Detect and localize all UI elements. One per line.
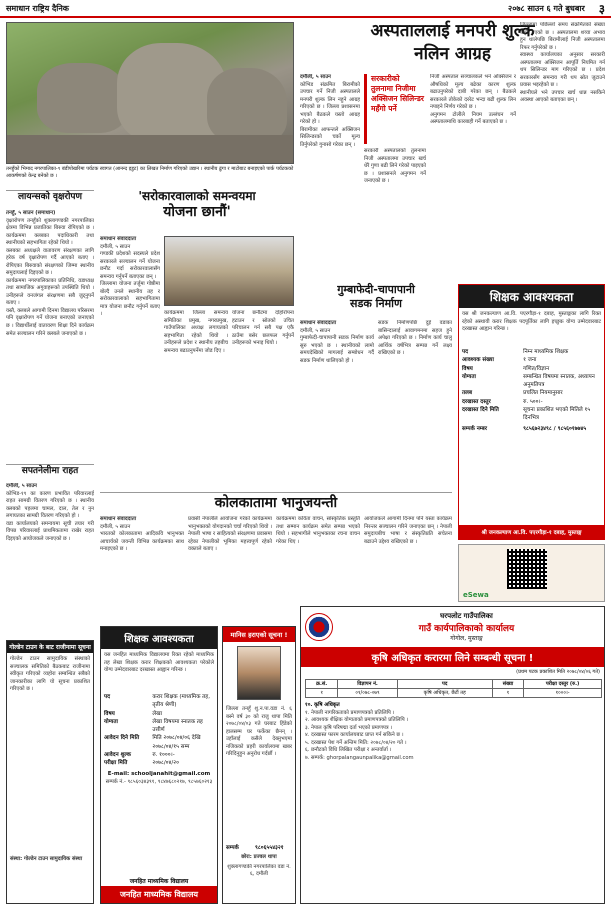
coordination-col1: समाधान संवाददाता दमौली, ५ साउन गण्डकी प्रदेशको सदस्यले प्रदेश सरकारले सञ्चालन गर्ने योजना छनौट गर्दा सरोकारवालासँग समन्वय गर्नुपर्ने बताएका छन् । जिल्लामा योजना तर्जुमा गोष्ठीमा बोल्दै उनले स्थानीय तह र सरोकारवालाको सहभागितामा मात्र योजना छनौट गर्नुपर्ने बताए । <box>100 236 160 318</box>
kolkata-col4: आयोजकले आगामी दिनमा पनि यस्ता कार्यक्रम निरन्तर सञ्चालन गरिने जनाएका छन् । नेपाली समुदायबीच भाषा र संस्कृतिप्रति सचेतना बढाउने उद्देश्य राखिएको छ । <box>364 516 452 545</box>
road-headline-2: सडक निर्माण <box>350 297 402 311</box>
vacancy-left-row-key: योग्यता <box>104 718 118 725</box>
road-col1: समाधान संवाददाता दमौली, ५ साउन गुम्बाफेदी-चापापानी सडक निर्माण कार्य सुरु भएको छ । स्थानीयको लामो समयदेखिको मागलाई सम्बोधन गर्दै सडक निर्माण थालिएको हो । <box>300 320 374 364</box>
agri-th: क्र.सं. <box>306 680 338 689</box>
agri-section-title: १०. कृषि अधिकृत <box>305 702 340 708</box>
agri-th: पद <box>397 680 492 689</box>
sapatneli-body: दमौली, ५ साउन कोभिड-१९ का कारण प्रभावित परिवारलाई राहत सामग्री वितरण गरिएको छ । स्थानीय क्लबको पहलमा चामल, दाल, तेल र नुन लगायतका सामग्री वितरण गरिएको हो । वडा कार्यालयको समन्वयमा सूची तयार गरी विपन्न परिवारलाई प्राथमिकतामा राखेर राहत दिइएको आयोजकले जनाएको छ । <box>6 483 94 542</box>
sapatneli-headline: सपतनेलीमा राहत <box>21 466 79 476</box>
hospital-story <box>300 22 605 280</box>
vacancy-left-email: E-mail: schooljanahit@gmail.com <box>107 771 211 778</box>
coordination-dateline: दमौली, ५ साउन <box>100 243 131 250</box>
agri-td: ०१/०७८-०७९ <box>338 689 397 698</box>
labor-headline: लायन्सको वृक्षरोपण <box>17 192 83 202</box>
vacancy-right-footer: श्री जनकल्याण आ.वि. पएरगौड़ा-१ दबाह, मुस्ताङ्ग <box>459 525 604 539</box>
missing-footer-2: शुक्लागण्डकी नगरपालिका वडा नं. ६, दमौली <box>227 863 291 878</box>
coordination-col3: योजना छनौटमा दोहोरोपना हटाउन र स्रोतको उचित परिचालन गर्न सबै पक्ष एकै ठाउँमा बसेर छलफल गर्नुपर्ने उनीहरूको भनाइ थियो । <box>232 310 294 347</box>
issue-date: २०७८ साउन ६ गते बुधबार <box>508 3 585 13</box>
vacancy-left-row-value: लेखा विषयमा स्नातक तह उत्तीर्ण <box>152 718 203 733</box>
coordination-headline-2: योजना छानौं' <box>163 204 231 221</box>
missing-text: जिल्ला तनहुँ शु.न.पा.वडा नं. ६ बस्ने वर्ष ३० को राजु थापा मिति २०७८/०४/०३ गते घरबाट हिंडेको हालसम्म घर फर्केका छैनन् । उहाँलाई कसैले देख्नुभएमा नजिकको प्रहरी कार्यालयमा खबर गरिदिनुहुन अनुरोध गर्दछौं । <box>226 706 292 758</box>
hospital-dateline: दमौली, ५ साउन <box>300 74 331 80</box>
vacancy-left-row-value: लेखा <box>152 710 163 717</box>
road-dateline: दमौली, ५ साउन <box>300 327 331 334</box>
vacancy-right-pos-value: निम्न माध्यमिक शिक्षक <box>523 349 569 355</box>
vacancy-left-title: शिक्षक आवश्यकता <box>101 627 217 649</box>
agri-th: परीक्षा दस्तुर (रु.) <box>524 680 602 689</box>
vacancy-left-rows <box>101 693 217 767</box>
missing-notice <box>222 626 296 904</box>
agri-issue-note: (प्रथम पटक प्रकाशित मिति २०७८/०४/०६ गते) <box>516 669 600 675</box>
coordination-col2: कार्यक्रममा जिल्ला समन्वय समितिका प्रमुख, नगरप्रमुख, गाउँपालिका अध्यक्ष लगायतको सहभागिता रहेको थियो । उनीहरूले प्रदेश र स्थानीय तहबीच समन्वय बढाउनुपर्नेमा जोड दिए । <box>164 310 228 354</box>
vacancy-left-row-key: परीक्षा मिति <box>104 760 128 766</box>
hospital-col3: निजी अस्पताल सञ्चालकले भने अक्सिजन र औषधिको मूल्य बढेका कारण शुल्क बढाउनुपरेको दाबी गरेका छन् । बैठकले सरकारले तोकेको दररेट भन्दा बढी शुल्क लिन नपाइने निर्णय गरेको छ । अनुगमन टोलीले नियम उल्लंघन गर्ने अस्पतालमाथि कारबाही गर्ने बताएको छ । <box>430 74 516 126</box>
hospital-headline-2: नलिन आग्रह <box>414 43 491 64</box>
vacancy-left-row-key: पद <box>104 694 111 700</box>
notice-agri <box>300 606 605 904</box>
vacancy-right-rows <box>459 348 604 422</box>
publication-name: समाधान राष्ट्रिय दैनिक <box>6 3 69 13</box>
sidebar-notice-text: गोल्डेन टाउन सामुदायिक संस्थाको सञ्चालक समितिको बैठकबाट राजीनामा स्वीकृत गरिएको व्यहोरा सम्बन्धित सबैको जानकारीका लागि यो सूचना प्रकाशित गरिएको छ । <box>10 656 90 693</box>
vacancy-right-row-value: प्रचलित नियमानुसार <box>523 390 563 397</box>
hospital-col4: जिल्लामा पछिल्लो समय संक्रमितको संख्या बढ्दै गएको छ । अस्पतालमा शय्या अभाव हुन थालेपछि बिरामीलाई निजी अस्पतालमा रिफर गर्नुपरेको छ । स्वास्थ्य कार्यालयका अनुसार सरकारी अस्पतालमा अक्सिजन आपूर्ति नियमित गर्न थप सिलिन्डर माग गरिएको छ । प्रदेश सरकारसँग समन्वय गरी थप स्रोत जुटाउने प्रयास भइरहेको छ । स्थानीयले भने उपचार खर्च धान्न नसकिने अवस्था आएको बताएका छन् । <box>520 22 605 104</box>
agri-td: १ <box>492 689 523 698</box>
agri-table <box>305 679 602 698</box>
page-header <box>0 0 611 18</box>
vacancy-left-intro: यस जनहित माध्यमिक विद्यालयमा रिक्त रहेको माध्यमिक तह लेखा शिक्षक करार शिक्षकको आवश्यकता परेकोले योग्य उम्मेदवारबाट दरखास्त आह्वान गरिन्छ । <box>104 652 214 674</box>
vacancy-right-row-value: गणित/विज्ञान <box>523 365 550 372</box>
vacancy-right-row-key: विषय <box>462 365 473 372</box>
vacancy-left-row-key: आवेदन शुल्क <box>104 751 132 758</box>
vacancy-left-school: जनहित माध्यमिक विद्यालय <box>129 878 189 885</box>
vacancy-left-row-key: आवेदन दिने मिति <box>104 735 140 742</box>
coordination-story <box>100 190 294 450</box>
vacancy-right-row-value: १ जना <box>523 357 537 364</box>
agri-table-row <box>306 689 602 698</box>
vacancy-right-contact-label: सम्पर्क नम्बर <box>462 426 487 433</box>
hospital-headline-1: अस्पताललाई मनपरी शुल्क <box>370 21 535 41</box>
hospital-col1: दमौली, ५ साउन कोभिड संक्रमित बिरामीको उपचार गर्ने निजी अस्पतालले मनपरी शुल्क लिन नहुने आग्रह गरिएको छ । जिल्ला प्रशासनमा भएको बैठकले यस्तो आग्रह गरेको हो । बिरामीका आफन्तले अक्सिजन सिलिन्डरको चर्को मूल्य तिर्नुपरेको गुनासो गरेका छन् । <box>300 74 360 148</box>
vacancy-left-row-value: २०७८/०४/२० <box>152 760 179 766</box>
emblem-icon <box>305 613 333 641</box>
hospital-pullquote <box>364 74 426 144</box>
agri-table-header <box>306 680 602 689</box>
agri-th: संख्या <box>492 680 523 689</box>
qr-code <box>507 549 547 589</box>
ad-brand: eSewa <box>463 591 489 599</box>
agri-td: १ <box>306 689 338 698</box>
missing-person-photo <box>237 646 281 700</box>
sidebar-notice-footer: संस्था: गोल्डेन टाउन सामुदायिक संस्था <box>10 856 83 862</box>
kolkata-col3: कार्यक्रममा कविता वाचन, सांस्कृतिक प्रस्तुति तथा सम्मान कार्यक्रम समेत सम्पन्न भएको थियो । सहभागीले भानुभक्तका रचना वाचन गरेका थिए । <box>276 516 360 545</box>
kolkata-col2: प्रवासी नेपालीले आयोजना गरेको कार्यक्रममा भानुभक्तको योगदानको चर्चा गरिएको थियो । नेपाली भाषा र साहित्यको संरक्षणमा प्रवासमा रहेका नेपालीको भूमिका महत्त्वपूर्ण रहेको वक्ताले बताए । <box>188 516 272 553</box>
vacancy-left <box>100 626 218 904</box>
agri-item: ३. नेपाल कृषि परिषद्मा दर्ता भएको प्रमाणपत्र । <box>305 724 393 731</box>
vacancy-right-intro: यस श्री जनकल्याण आ.वि. पएरगौड़ा-१ दबाह, मुस्ताङ्गका लागि रिक्त रहेको अस्थायी करार शिक्षक पदपूर्तिका लागि इच्छुक योग्य उम्मेदवारबाट दरखास्त आह्वान गरिन्छ । <box>462 311 601 333</box>
vacancy-right-row-key: दरखास्त दस्तुर <box>462 398 491 405</box>
sidebar-notice <box>6 640 94 904</box>
missing-contact-label: सम्पर्क <box>226 845 239 851</box>
vacancy-right-title: शिक्षक आवश्यकता <box>459 285 604 308</box>
agri-item: ७. सम्पर्क: ghorpalangaunpalika@gmail.com <box>305 754 414 761</box>
pullquote-line3: अक्सिजन सिलिन्डर <box>371 94 424 103</box>
vacancy-right <box>458 284 605 540</box>
pullquote-line1: सरकारीको <box>371 74 400 83</box>
vacancy-left-row-key: विषय <box>104 710 115 717</box>
page-number: ३ <box>598 1 605 16</box>
vacancy-right-row-key: योग्यता <box>462 373 476 380</box>
vacancy-left-phone: सम्पर्क नं.- ९८५६०३४३९१, ९८४७६८०२१७, ९८५७६०२१३ <box>105 779 213 786</box>
agri-item: ५. दरखास्त पेश गर्ने अन्तिम मिति: २०७८/०४/२० गते । <box>305 739 407 746</box>
ad-box <box>458 544 605 602</box>
coordination-byline: समाधान संवाददाता <box>100 236 137 242</box>
agri-body <box>301 700 604 860</box>
kolkata-headline: कोलकातामा भानुजयन्ती <box>214 495 338 511</box>
missing-title: मानिस हराएको सूचना ! <box>223 627 295 642</box>
hospital-col2: सरकारी अस्पतालको तुलनामा निजी अस्पतालमा उपचार खर्च धेरै गुणा बढी लिने गरेको पाइएको छ । प्रशासनले अनुगमन गर्ने जनाएको छ । <box>364 148 426 185</box>
vacancy-left-footer: जनहित माध्यमिक विद्यालय <box>101 886 217 903</box>
vacancy-right-pos-label: पद <box>462 349 469 355</box>
agri-item: ४. दरखास्त फारम कार्यालयबाट प्राप्त गर्न सकिने छ । <box>305 732 404 739</box>
pullquote-line2: तुलनामा निजीमा <box>371 84 416 93</box>
agri-title: कृषि अधिकृत करारमा लिने सम्बन्धी सूचना ! <box>301 647 604 667</box>
sidebar-notice-title: गोल्डेन टाउन के बाट राजीनामा सूचना <box>7 641 93 653</box>
agri-td: कृषि अधिकृत, छैटौं तह <box>397 689 492 698</box>
vacancy-right-row-key: दरखास्त दिने मिति <box>462 406 499 413</box>
agri-th: विज्ञापन नं. <box>338 680 397 689</box>
road-headline-1: गुम्बाफेदी-चापापानी <box>337 283 415 296</box>
photo-caption: तनहुँको भिमाद नगरपालिका-९ बंडीपोखरिमा पर्यटक स्वागत (आनन्द इडुट) का लिखत निर्माण गरिएको उद्यान । स्थानीय ढुंगा र माटोबाट बनाइएको पार्क पर्यटकको आकर्षणको केन्द्र बनेको छ । <box>6 166 294 179</box>
kolkata-story <box>100 492 452 622</box>
vacancy-right-contact: ९८५६७२३४९८ / ९८५६०१७७४५ <box>523 426 587 433</box>
vacancy-right-row-value: सम्बन्धित विषयमा स्नातक, अध्यापन अनुमतिपत्र <box>523 373 595 388</box>
road-col2: सडक निर्माणपछि दुई वडाका बासिन्दालाई आवागमनमा सहज हुने अपेक्षा गरिएको छ । निर्माण कार्य चालु आर्थिक वर्षभित्र सम्पन्न गर्ने लक्ष्य राखिएको छ । <box>378 320 452 357</box>
agri-office-3: गोगोल, मुस्ताङ्ग <box>450 635 483 642</box>
vacancy-left-row-value: मिति २०७८/०४/०६ देखि २०७८/०४/१५ सम्म <box>152 735 201 750</box>
road-byline: समाधान संवाददाता <box>300 320 337 326</box>
road-story <box>300 284 452 484</box>
sapatneli-dateline: दमौली, ५ साउन <box>6 483 37 489</box>
kolkata-dateline: दमौली, ५ साउन <box>100 523 131 530</box>
vacancy-right-row-key: तलब <box>462 390 473 397</box>
kolkata-col1: समाधान संवाददाता दमौली, ५ साउन भारतको कोलकातामा आदिकवि भानुभक्त आचार्यको जयन्ती विभिन्न कार्यक्रमका साथ मनाइएको छ । <box>100 516 184 553</box>
meeting-photo <box>164 236 294 306</box>
agri-td: १०००।- <box>524 689 602 698</box>
labor-dateline: तनहुँ, ५ साउन (समाधान) <box>6 210 56 216</box>
agri-item: १. नेपाली नागरिकताको प्रमाणपत्रको प्रतिलिपि । <box>305 709 395 716</box>
vacancy-left-row-value: रु. १०००।- <box>152 751 175 758</box>
vacancy-left-row-value: करार शिक्षक (माध्यमिक तह, तृतीय श्रेणी) <box>152 694 210 709</box>
vacancy-right-row-value: रु. ५००।- <box>523 398 543 405</box>
missing-footer-1: छोरा: प्रज्वल थापा <box>241 854 277 861</box>
pullquote-line4: महँगो पर्ने <box>371 104 397 113</box>
vacancy-right-row-key: आवश्यक संख्या <box>462 357 494 364</box>
missing-contact: ९८०६५५४३२१ <box>255 845 284 851</box>
agri-office-1: घरपलोट गाउँपालिका <box>440 612 493 620</box>
agri-item: २. आवश्यक शैक्षिक योग्यताको प्रमाणपत्रको प्रतिलिपि । <box>305 717 409 724</box>
top-photo <box>6 22 294 164</box>
agri-item: ६. छनौटको विधि लिखित परीक्षा र अन्तर्वार्ता । <box>305 747 392 754</box>
labor-body: तनहुँ, ५ साउन (समाधान) वृक्षारोपण तनहुँको शुक्लागण्डकी नगरपालिका क्षेत्रमा विभिन्न प्रजातिका बिरुवा रोपिएको छ । कार्यक्रममा क्लबका पदाधिकारी तथा स्थानीयको सहभागिता रहेको थियो । क्लबका अध्यक्षले वातावरण संरक्षणका लागि हरेक वर्ष वृक्षारोपण गर्दै आएको बताए । रोपिएका बिरुवाको संरक्षणको जिम्मा स्थानीय समुदायलाई दिइएको छ । कार्यक्रममा नगरपालिकाका प्रतिनिधि, वडाध्यक्ष तथा सामाजिक अगुवाहरूको उपस्थिति थियो । उनीहरूले वनजंगल संरक्षणमा सबै जुट्नुपर्ने बताए । यस्तै, क्लबले आगामी दिनमा विद्यालय परिसरमा पनि वृक्षारोपण गर्ने योजना बनाएको जनाएको छ । विद्यार्थीलाई वातावरण शिक्षा दिने कार्यक्रम समेत सञ्चालन गरिने क्लबले जनाएको छ । <box>6 210 94 337</box>
vacancy-right-row-value: सूचना प्रकाशित भएको मितिले १५ दिनभित्र <box>523 406 591 421</box>
coordination-headline-1: 'सरोकारवालाको समन्वयमा <box>138 189 256 203</box>
agri-office-2: गाउँ कार्यपालिकाको कार्यालय <box>418 624 515 634</box>
kolkata-byline: समाधान संवाददाता <box>100 516 137 522</box>
